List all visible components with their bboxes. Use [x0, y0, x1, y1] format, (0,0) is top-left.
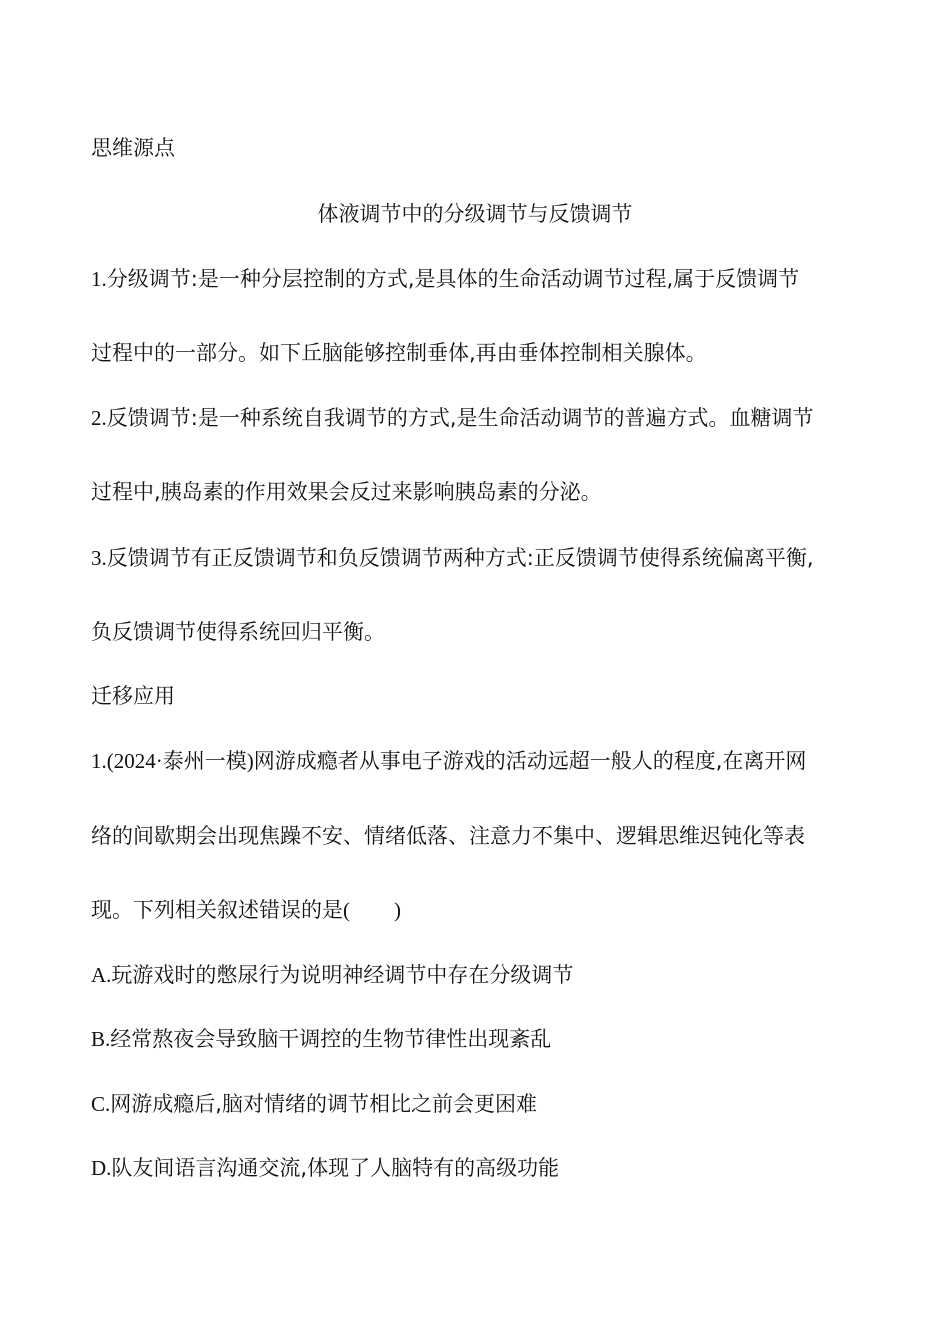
question-number: 1.: [91, 749, 107, 773]
point-3-number: 3.: [91, 546, 107, 570]
question-line-3: [91, 895, 401, 925]
point-1-line-1: [91, 264, 799, 294]
question-source-open: (2024·: [106, 749, 163, 773]
point-3-text-line-1: 反馈调节有正反馈调节和负反馈调节两种方式:正反馈调节使得系统偏离平衡,: [106, 546, 814, 570]
point-3-line-1: [91, 543, 814, 573]
question-text-line-3: 现。下列相关叙述错误的是: [91, 898, 343, 922]
answer-paren-close: ): [394, 898, 401, 922]
option-b-text: 经常熬夜会导致脑干调控的生物节律性出现紊乱: [110, 1027, 552, 1051]
point-2-line-2: 过程中,胰岛素的作用效果会反过来影响胰岛素的分泌。: [91, 480, 602, 504]
option-d-text: 队友间语言沟通交流,体现了人脑特有的高级功能: [111, 1156, 560, 1180]
point-2-number: 2.: [91, 406, 107, 430]
question-line-1: [91, 746, 806, 776]
option-b-letter: B.: [91, 1027, 111, 1051]
section-title: 体液调节中的分级调节与反馈调节: [317, 202, 633, 226]
option-d-letter: D.: [91, 1156, 112, 1180]
point-3-line-2: 负反馈调节使得系统回归平衡。: [91, 620, 385, 644]
point-2-line-1: [91, 403, 814, 433]
question-line-2: 络的间歇期会出现焦躁不安、情绪低落、注意力不集中、逻辑思维迟钝化等表: [91, 824, 805, 848]
section-label-application: 迁移应用: [91, 684, 175, 708]
answer-paren-open: (: [343, 898, 350, 922]
option-a-letter: A.: [91, 963, 112, 987]
option-c: [91, 1089, 537, 1119]
question-source-close: ): [246, 749, 254, 773]
point-1-number: 1.: [91, 267, 107, 291]
option-c-letter: C.: [91, 1092, 111, 1116]
question-source-name: 泰州一模: [162, 749, 247, 773]
point-1-line-2: 过程中的一部分。如下丘脑能够控制垂体,再由垂体控制相关腺体。: [91, 341, 707, 365]
point-2-text-line-1: 反馈调节:是一种系统自我调节的方式,是生命活动调节的普遍方式。血糖调节: [106, 406, 814, 430]
option-b: [91, 1024, 551, 1054]
question-text-line-1: 网游成瘾者从事电子游戏的活动远超一般人的程度,在离开网: [253, 749, 807, 773]
section-label-thinking-source: 思维源点: [91, 136, 175, 160]
option-d: [91, 1153, 559, 1183]
option-a: [91, 960, 573, 990]
point-1-text-line-1: 分级调节:是一种分层控制的方式,是具体的生命活动调节过程,属于反馈调节: [106, 267, 800, 291]
option-c-text: 网游成瘾后,脑对情绪的调节相比之前会更困难: [110, 1092, 537, 1116]
option-a-text: 玩游戏时的憋尿行为说明神经调节中存在分级调节: [111, 963, 574, 987]
